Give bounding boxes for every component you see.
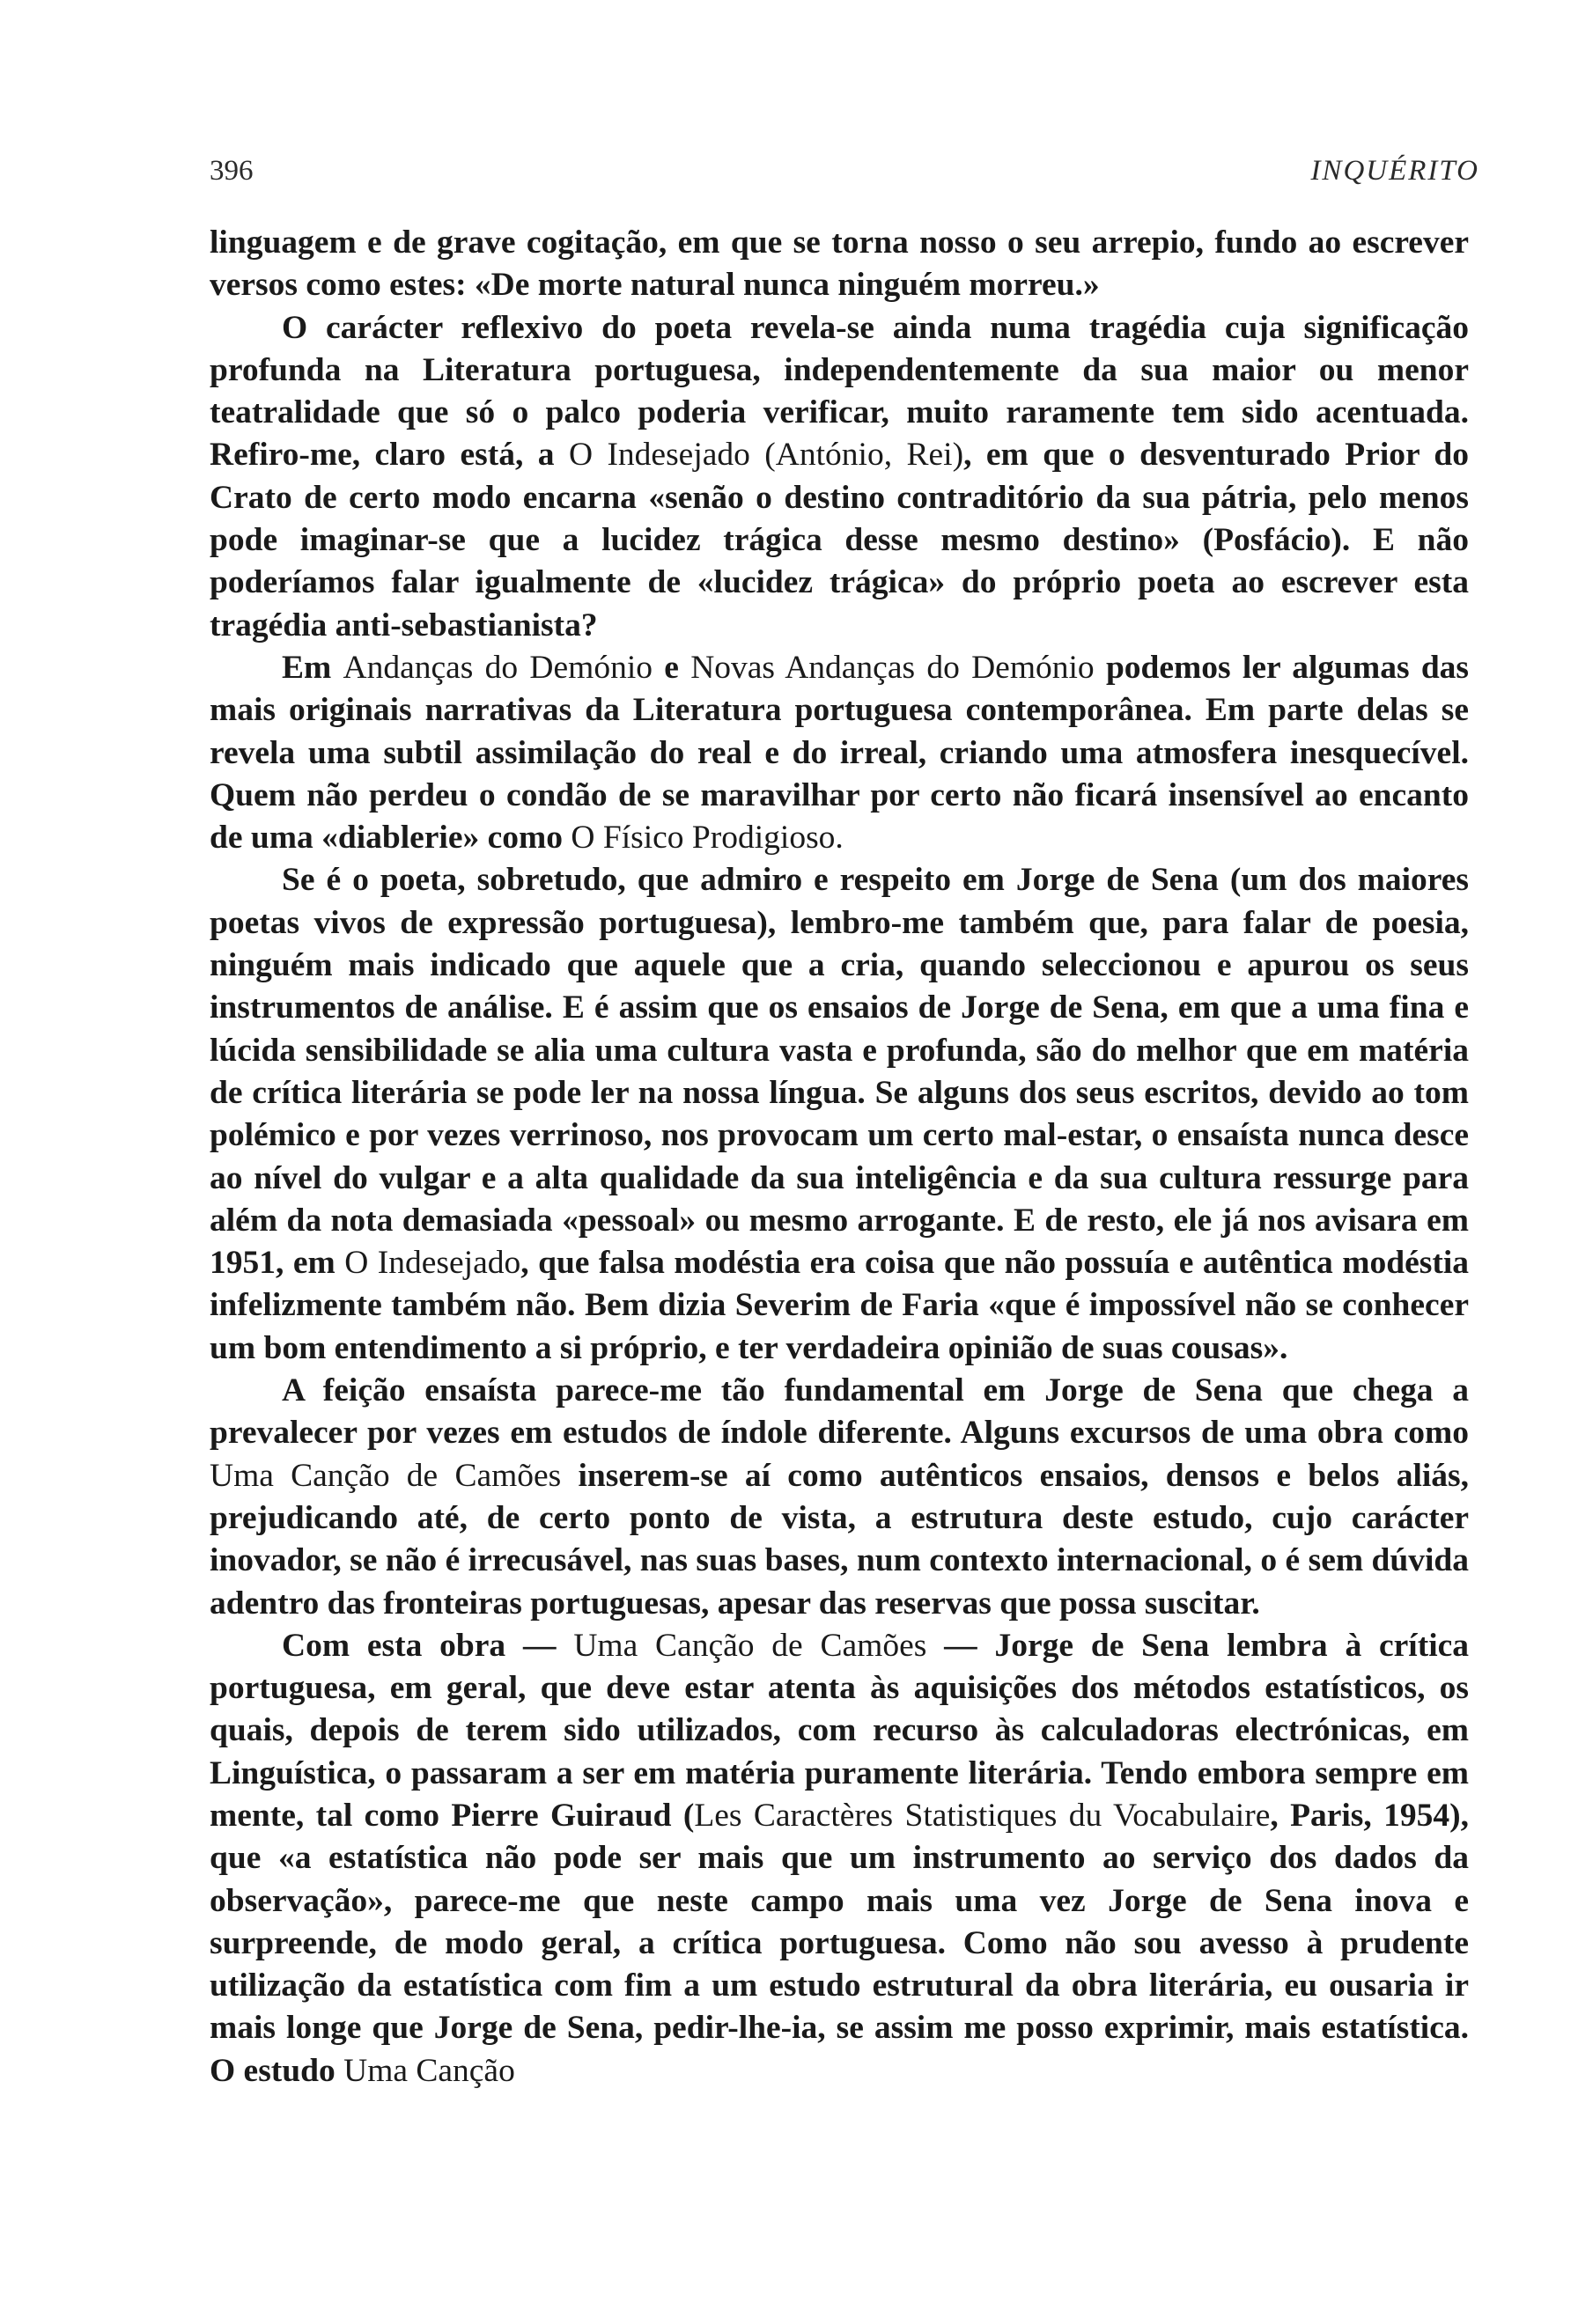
running-title: INQUÉRITO	[1310, 155, 1479, 187]
page-number: 396	[210, 155, 254, 187]
work-title: O Indesejado (António, Rei)	[568, 437, 964, 474]
work-title: Uma Canção de Camões	[573, 1627, 927, 1664]
work-title: Andanças do Demónio	[343, 649, 653, 686]
body-text	[210, 222, 1469, 2092]
text-run: podemos ler algumas das mais originais narrativas da Literatura portuguesa contemporânea. Em parte delas se revela uma subtil assimilação do real e do irreal, criando uma atmosfera inesquecível. Quem não perdeu o condão de se maravilhar por certo não ficará insensível ao encanto de uma «diablerie» como	[210, 649, 1470, 857]
work-title: Novas Andanças do Demónio	[690, 649, 1095, 686]
page-header	[210, 155, 1479, 188]
work-title: O Físico Prodigioso.	[571, 820, 844, 857]
text-run: O carácter reflexivo do poeta revela-se ainda numa tragédia cuja significação profunda na Literatura portuguesa, independentemente da sua maior ou menor teatralidade que só o palco poderia verificar, muito raramente tem sido acentuada. Refiro-me, claro está, a	[210, 309, 1469, 474]
text-run: Se é o poeta, sobretudo, que admiro e respeito em Jorge de Sena (um dos maiores poetas vivos de expressão portuguesa), lembro-me também que, para falar de poesia, ninguém mais indicado que aquele que a cria, quando seleccionou e apurou os seus instrumentos de análise. E é assim que os ensaios de Jorge de Sena, em que a uma fina e lúcida sensibilidade se alia uma cultura vasta e profunda, são do melhor que em matéria de crítica literária se pode ler na nossa língua. Se alguns dos seus escritos, devido ao tom polémico e por vezes verrinoso, nos provocam um certo mal-estar, o ensaísta nunca desce ao nível do vulgar e a alta qualidade da sua inteligência e da sua cultura ressurge para além da nota demasiada «pessoal» ou mesmo arrogante. E de resto, ele já nos avisara em 1951, em	[210, 862, 1469, 1282]
paragraph	[210, 222, 1469, 307]
text-run: A feição ensaísta parece-me tão fundamental em Jorge de Sena que chega a prevalecer por vezes em estudos de índole diferente. Alguns excursos de uma obra como	[210, 1372, 1469, 1452]
text-run: inserem-se aí como autênticos ensaios, densos e belos aliás, prejudicando até, de certo ponto de vista, a estrutura deste estudo, cujo carácter inovador, se não é irrecusável, nas suas bases, num contexto internacional, o é sem dúvida adentro das fronteiras portuguesas, apesar das reservas que possa suscitar.	[210, 1457, 1469, 1622]
text-run: Em	[282, 649, 343, 686]
paragraph	[210, 647, 1469, 859]
text-run: Com esta obra —	[282, 1627, 574, 1664]
text-run: , que falsa modéstia era coisa que não possuía e autêntica modéstia infelizmente também não. Bem dizia Severim de Faria «que é impossível não se conhecer um bom entendimento a si próprio, e ter verdadeira opinião de suas cousas».	[210, 1245, 1470, 1366]
text-run: — Jorge de Sena lembra à crítica portuguesa, em geral, que deve estar atenta às aquisições dos métodos estatísticos, os quais, depois de terem sido utilizados, com recurso às calculadoras electrónicas, em Linguística, o passaram a ser em matéria puramente literária. Tendo embora sempre em mente, tal como Pierre Guiraud (	[210, 1627, 1470, 1834]
paragraph	[210, 1625, 1469, 2092]
text-run: , em que o desventurado Prior do Crato de certo modo encarna «senão o destino contraditório da sua pátria, pelo menos pode imaginar-se que a lucidez trágica desse mesmo destino» (Posfácio). E não poderíamos falar igualmente de «lucidez trágica» do próprio poeta ao escrever esta tragédia anti-sebastianista?	[210, 437, 1470, 644]
paragraph	[210, 307, 1469, 647]
text-run: , Paris, 1954), que «a estatística não pode ser mais que um instrumento ao serviço dos dados da observação», parece-me que neste campo mais uma vez Jorge de Sena inova e surpreende, de modo geral, a crítica portuguesa. Como não sou avesso à prudente utilização da estatística com fim a um estudo estrutural da obra literária, eu ousaria ir mais longe que Jorge de Sena, pedir-lhe-ia, se assim me posso exprimir, mais estatística. O estudo	[210, 1797, 1469, 2089]
paragraph	[210, 1370, 1469, 1625]
paragraph	[210, 859, 1469, 1370]
text-run: linguagem e de grave cogitação, em que se torna nosso o seu arrepio, fundo ao escrever versos como estes: «De morte natural nunca ninguém morreu.»	[210, 224, 1469, 304]
work-title: Uma Canção	[343, 2052, 515, 2089]
work-title: O Indesejado	[344, 1245, 521, 1282]
work-title: Les Caractères Statistiques du Vocabulaire	[694, 1797, 1271, 1834]
text-run: e	[653, 649, 691, 686]
work-title: Uma Canção de Camões	[210, 1457, 562, 1494]
